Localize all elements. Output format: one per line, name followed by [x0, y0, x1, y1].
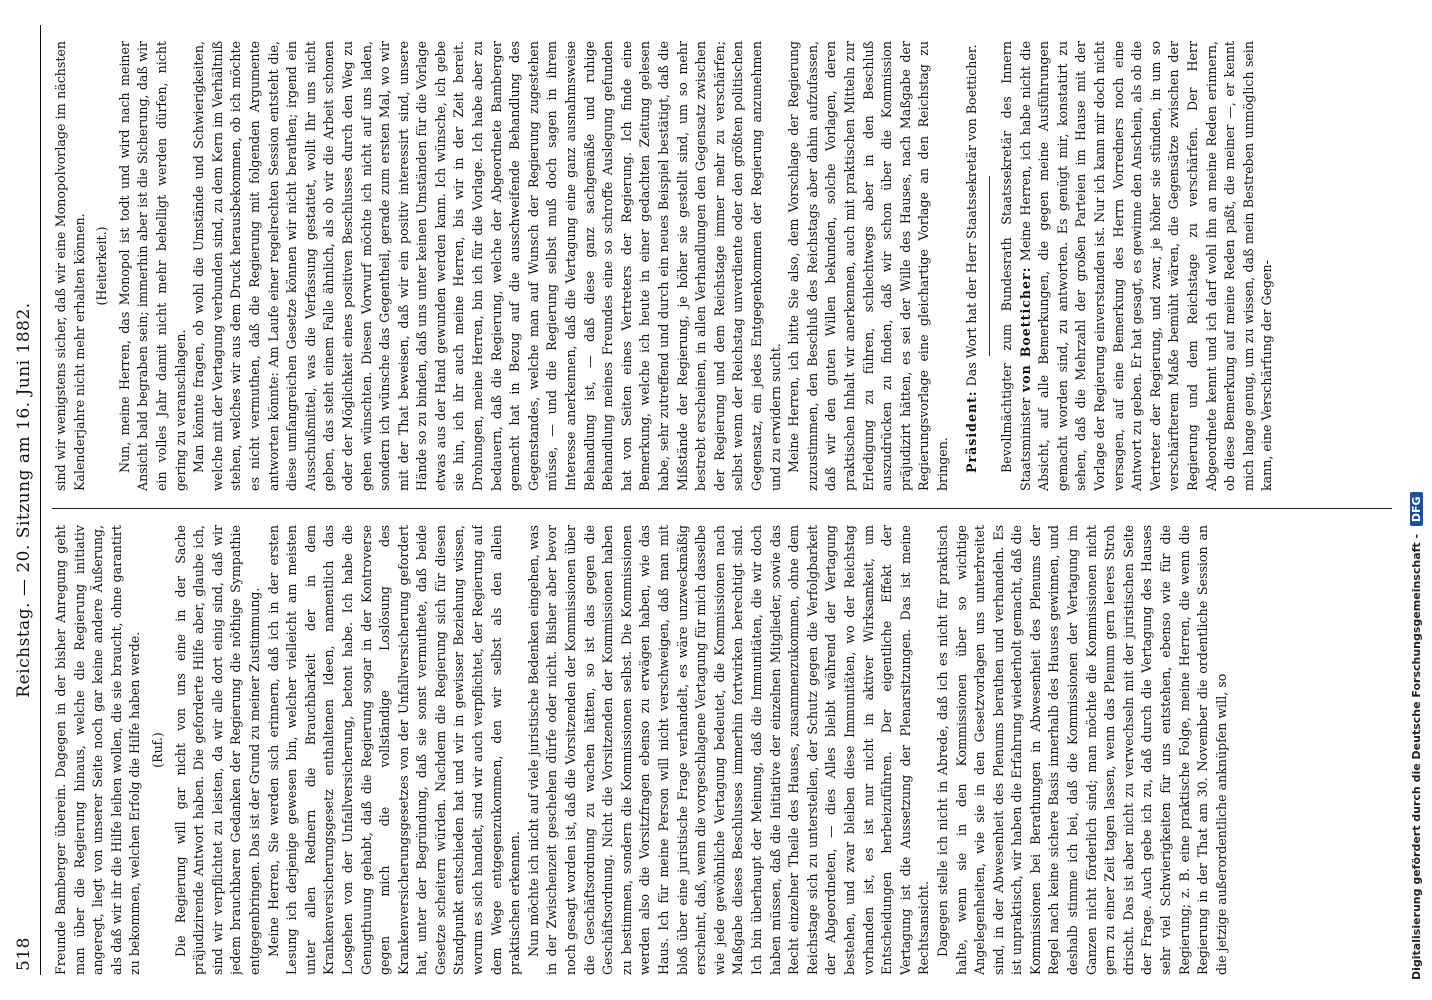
speech-paragraph — [998, 41, 1277, 491]
text-columns — [52, 25, 1392, 975]
speaker-intro: Bevollmächtigter zum Bundesrath Staatssekretär des Innern Staatsminister — [999, 41, 1033, 491]
paragraph: Die Regierung will gar nicht von uns eine in der Sache präjudizirende Antwort haben. Die geforderte Hilfe aber, glaube ich, sind wir verpflichtet zu leisten, da wir alle dort einig sind, daß wir jedem brauchbaren Gedanken der Regierung die nöthige Sympathie entgegenbringen. Das ist der Grund zu meiner Zustimmung. — [172, 525, 262, 975]
watermark-text-wrapper — [1410, 492, 1423, 980]
running-head: Reichstag. — 20. Sitzung am 16. Juni 1882. — [14, 302, 34, 698]
left-column — [52, 525, 1392, 975]
interjection: (Heiterkeit.) — [94, 226, 110, 306]
speech-text: Meine Herren, ich habe nicht die Absicht, auf alle Bemerkungen, die gegen meine Ausführungen gemacht worden sind, zu antworten. Es genügt mir, konstatirt zu sehen, daß die Mehrzahl der großen Parteien im Hause mit der Vorlage der Regierung einverstanden ist. Nur ich kann mir doch nicht versagen, auf eine Bemerkung des Herrn Vorredners noch eine Antwort zu geben. Er hat gesagt, es gewinne den Anschein, als ob die Vertreter der Regierung, und zwar, je höher sie stünden, in um so verschärfterem Maße bemüht wären, die Gegensätze zwischen der Regierung und dem Reichstage zu verschärfen. Der Herr Abgeordnete kennt und ich darf wohl ihn an meine Reden erinnern, ob diese Bemerkung auf meine Reden paßt, die meiner —, er kennt mich lange genug, um zu wissen, daß mein Bestreben unmöglich sein kann, eine Verschärfung der Gegen- — [1017, 41, 1275, 491]
president-paragraph — [963, 41, 982, 491]
paragraph: Dagegen stelle ich nicht in Abrede, daß ich es nicht für praktisch halte, wenn sie in den Kommissionen über so wichtige Angelegenheiten, wie sie in den Gesetzvorlagen uns unterbreitet sind, in der Abwesenheit des Plenums berathen und verhandeln. Es ist unpraktisch, wir haben die Erfahrung wiederholt gemacht, daß die Kommissionen bei Berathungen in Abwesenheit des Plenums der Regel nach keine sichere Basis innerhalb des Hauses gewinnen, und deshalb stimme ich bei, daß die Kommissionen der Vertagung im Ganzen nicht förderlich sind; man möchte die Kommissionen nicht gern zu einer Zeit tagen lassen, wenn das Plenum gern leeres Stroh drischt. Das ist aber nicht zu verwechseln mit der juristischen Seite der Frage. Auch gebe ich zu, daß durch die Vertagung des Hauses sehr viel Schwierigkeiten für uns entstehen, ebenso wie für die Regierung; z. B. eine praktische Folge, meine Herren, die wenn die Regierung in der That am 30. November die ordentliche Session an die jetzige außerordentliche anknüpfen will, so — [934, 525, 1229, 975]
section-rule — [989, 176, 990, 356]
speaker-label: Präsident: — [963, 390, 979, 473]
page-header — [10, 25, 41, 975]
paragraph: Meine Herren, Sie werden sich erinnern, daß ich in der ersten Lesung ich derjenige gewesen bin, welcher vielleicht am meisten unter allen Rednern die Brauchbarkeit der in dem Krankenversicherungsgesetz enthaltenen Ideen, namentlich das Losgehen von der Unfallversicherung, betont habe. Ich habe die Genugthuung gehabt, daß die Regierung sogar in der Kontroverse gegen mich die vollständige Loslösung des Krankenversicherungsgesetzes von der Unfallversicherung gefordert hat, unter der Begründung, daß sie sonst vermuthete, daß beide Gesetze scheitern würden. Nachdem die Regierung sich für diesen Standpunkt entschieden hat und wir in gewisser Beziehung wissen, worum es sich handelt, sind wir auch verpflichtet, der Regierung auf dem Wege entgegenzukommen, den wir selbst als den allein praktischen erkennen. — [265, 525, 523, 975]
dfg-logo: DFG — [1410, 492, 1423, 526]
paragraph: Nun, meine Herren, das Monopol ist todt und wird nach meiner Ansicht bald begraben sein; immerhin aber ist die Sicherung, daß wir ein volles Jahr damit nicht mehr behelligt werden dürfen, nicht gering zu veranschlagen. — [116, 41, 188, 491]
paragraph: Nun möchte ich nicht auf viele juristische Bedenken eingehen, was in der Zwischenzeit geschehen dürfe oder nicht. Bisher aber bevor noch gesagt worden ist, daß die Vorsitzenden der Kommissionen über die Geschäftsordnung zu wachen hätten, so ist das gegen die Geschäftsordnung. Nicht die Vorsitzenden der Kommissionen haben zu bestimmen, sondern die Kommissionen selbst. Die Kommissionen werden also die Vorsitzfragen ebenso zu erwägen haben, wie das Haus. Ich für meine Person will nicht verschweigen, daß man mit bloß über eine juristische Frage verhandelt, es wäre unzweckmäßig erscheint, daß, wenn die vorgeschlagene Vertagung für mich dasselbe wie jede gewöhnliche Vertagung bedeutet, die Kommissionen nach Maßgabe dieses Beschlusses immerhin fortwirken berechtigt sind. Ich bin überhaupt der Meinung, daß die Immunitäten, die wir doch haben müssen, daß die Initiative der einzelnen Mitglieder, sowie das Recht einzelner Theile des Hauses, zusammenzukommen, ohne dem Reichstage sich zu unterstellen, der Schutz gegen die Verfolgbarkeit der Abgeordneten, — dies Alles bleibt während der Vertagung bestehen, und zwar bleiben diese Immunitäten, wo der Reichstag vorhanden ist, es ist nur nicht in aktiver Wirksamkeit, um Entscheidungen herbeizuführen. Der eigentliche Effekt der Vertagung ist die Aussetzung der Plenarsitzungen. Das ist meine Rechtsansicht. — [525, 525, 932, 975]
paragraph: Meine Herren, ich bitte Sie also, dem Vorschlage der Regierung zuzustimmen, den Beschluß des Reichstags aber dahin aufzufassen, daß wir den guten Willen bekunden, solche Vorlagen, deren praktischen Inhalt wir anerkennen, auch mit praktischen Mitteln zur Erledigung zu führen, schlechtwegs aber in den Beschluß auszudrücken zu finden, daß wir schon über die Kommission präjudizirt hätten, es sei der Wille des Hauses, nach Maßgabe der Regierungsvorlage eine gleichartige Vorlage an den Reichstag zu bringen. — [786, 41, 950, 491]
paragraph: Freunde Bamberger überein. Dagegen in der bisher Anregung geht man über die Regierung hinaus, welche die Regierung initiativ angeregt, liegt von unserer Seite noch gar keine andere Äußerung, als daß wir ihr die Hilfe leihen wollen, die sie braucht, ohne garantirt zu bekommen, welchen Erfolg die Hilfe haben werde. — [53, 525, 143, 975]
column-rule — [52, 508, 1392, 509]
speaker-name: von Boetticher: — [1017, 266, 1033, 393]
dfg-watermark — [1408, 0, 1426, 1000]
right-column — [52, 41, 1392, 491]
interjection: (Ruf.) — [149, 732, 165, 768]
rotated-page — [10, 25, 1400, 975]
president-text: Das Wort hat der Herr Staatssekretär von Boetticher. — [963, 44, 979, 387]
watermark-text: Digitalisierung gefördert durch die Deutsche Forschungsgemeinschaft - — [1410, 533, 1423, 980]
spacer — [953, 41, 963, 491]
paragraph: Man könnte fragen, ob wohl die Umstände und Schwierigkeiten, welche mit der Vertagung verbunden sind, zu dem Kern im Verhältniß stehen, welches wir aus dem Druck herausbekommen, ob ich möchte es nicht vermuthen, daß die Regierung mit folgenden Argumente antworten könnte: Am Laufe einer regelrechten Session entsteht die, diese umfangreichen Gesetze können wir nicht berathen; irgend ein Ausschußmittel, was die Verfassung gestattet, wollt Ihr uns nicht geben, das steht einem Falle ähnlich, als ob wir die Arbeit schonen oder der Möglichkeit eines positiven Beschlusses durch den Weg zu gehen wünschten. Diesen Vorwurf möchte ich nicht auf uns laden, sondern ich wünsche das Gegentheil, gerade zum ersten Mal, wo wir mit der That beweisen, daß wir ein positiv interessirt sind, unsere Hände so zu binden, daß uns unter keinen Umständen für die Vorlage etwas aus der Hand gewunden werden kann. Ich wünsche, ich gebe sie hin, ich ihr auch meine Herren, bis wir in der Zeit bereit. Drohungen, meine Herren, bin ich für die Vorlage. Ich habe aber zu bedauern, daß die Regierung, welche der Abgeordnete Bamberger gemacht hat in Bezug auf die ausschweifende Behandlung des Gegenstandes, welche man auf Wunsch der Regierung zugestehen müsse, — und die Regierung selbst muß doch sagen in ihrem Interesse anerkennen, daß die Vertagung eine ganz ausnahmsweise Behandlung ist, — daß diese ganz sachgemäße und ruhige Behandlung meines Freundes eine so schroffe Auslegung gefunden hat von Seiten eines Vertreters der Regierung. Ich finde eine Bemerkung, welche ich heute in einer gedachten Zeitung gelesen habe, sehr zutreffend und durch ein neues Beispiel bestätigt, daß die Mißstände der Regierung, je höher sie gestellt sind, um so mehr bestrebt erscheinen, in allen Verhandlungen den Gegensatz zwischen der Regierung und dem Reichstage immer mehr zu verschärfen; selbst wenn der Reichstag unverdiente oder den größten politischen Gegensatz, ein jedes Entgegenkommen der Regierung anzunehmen und zu erwidern sucht. — [191, 41, 783, 491]
paragraph: sind wir wenigstens sicher, daß wir eine Monopolvorlage im nächsten Kalenderjahre nicht mehr erhalten können. — [53, 41, 87, 491]
page-number: 518 — [14, 937, 34, 971]
